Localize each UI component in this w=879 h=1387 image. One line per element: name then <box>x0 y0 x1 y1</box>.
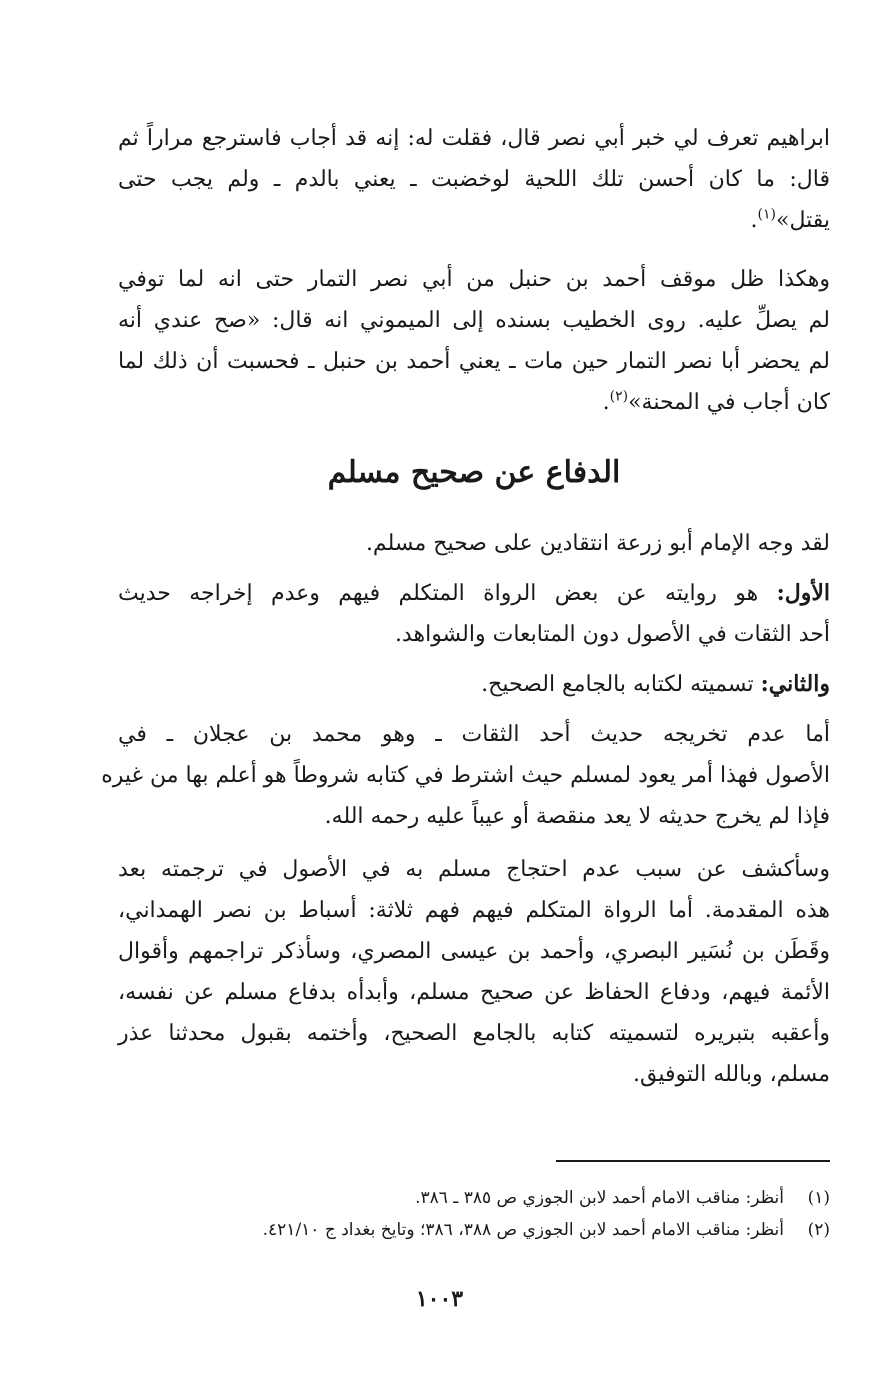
text-fragment: تسميته لكتابه بالجامع الصحيح. <box>481 672 754 697</box>
text-line: كان أجاب في المحنة»$^{(٢)}$. <box>602 388 830 415</box>
second-point-label: والثاني: <box>760 671 830 697</box>
text-line: أحد الثقات في الأصول دون المتابعات والشواهد. <box>394 622 830 647</box>
paragraph-2 <box>118 259 830 423</box>
paragraph-3 <box>118 523 830 564</box>
footnote-number: (٢) <box>807 1220 830 1240</box>
footnote-text: أنظر: مناقب الامام أحمد لابن الجوزي ص ٣٨٥ ـ ٣٨٦. <box>415 1188 784 1208</box>
text-line: يقتل»$^{(١)}$. <box>750 206 830 233</box>
footnote-number: (١) <box>807 1188 830 1208</box>
text-fragment: يقتل» <box>775 208 830 233</box>
text-line: ابراهيم تعرف لي خبر أبي نصر قال، فقلت له: إنه قد أجاب فاسترجع مراراً ثم <box>118 126 830 151</box>
text-line <box>118 573 830 614</box>
text-line: وسأكشف عن سبب عدم احتجاج مسلم به في الأصول في ترجمته بعد <box>118 857 830 882</box>
text-line: مسلم، وبالله التوفيق. <box>633 1062 830 1087</box>
paragraph-5 <box>118 664 830 705</box>
text-line: وأعقبه بتبريره لتسميته كتابه بالجامع الصحيح، وأختمه بقبول محدثنا عذر <box>118 1021 830 1046</box>
footnote-ref: (٢) <box>609 388 629 405</box>
first-point-label: الأول: <box>776 580 831 606</box>
text-fragment: كان أجاب في المحنة» <box>628 390 830 415</box>
page-number: ١٠٠٣ <box>415 1286 464 1312</box>
footnote-ref: (١) <box>757 206 776 223</box>
footnote-2 <box>118 1214 830 1246</box>
footnote-text: أنظر: مناقب الامام أحمد لابن الجوزي ص ٣٨٨، ٣٨٦؛ وتايخ بغداد ج ٤٢١/١٠. <box>262 1220 784 1240</box>
footnote-1 <box>118 1182 830 1214</box>
footnotes <box>118 1182 830 1246</box>
text-line <box>118 664 830 705</box>
text-fragment: هو روايته عن بعض الرواة المتكلم فيهم وعدم إخراجه حديث <box>118 581 759 606</box>
text-line: لم يحضر أبا نصر التمار حين مات ـ يعني أحمد بن حنبل ـ فحسبت أن ذلك لما <box>118 349 830 374</box>
text-line: وهكذا ظل موقف أحمد بن حنبل من أبي نصر التمار حتى انه لما توفي <box>118 267 830 292</box>
text-line: لم يصلِّ عليه. روى الخطيب بسنده إلى الميموني انه قال: «صح عندي أنه <box>118 308 830 333</box>
text-line: لقد وجه الإمام أبو زرعة انتقادين على صحيح مسلم. <box>365 531 830 556</box>
text-line: الأئمة فيهم، ودفاع الحفاظ عن صحيح مسلم، وأبدأه بدفاع مسلم عن نفسه، <box>118 980 830 1005</box>
text-line: قال: ما كان أحسن تلك اللحية لوخضبت ـ يعني بالدم ـ ولم يجب حتى <box>118 167 830 192</box>
page-body <box>101 118 831 1095</box>
paragraph-6 <box>101 714 830 837</box>
paragraph-7 <box>118 849 830 1095</box>
text-line: فإذا لم يخرج حديثه لا يعد منقصة أو عيباً عليه رحمه الله. <box>324 804 830 829</box>
paragraph-4 <box>118 573 830 655</box>
text-line: هذه المقدمة. أما الرواة المتكلم فيهم فهم ثلاثة: أسباط بن نصر الهمداني، <box>118 898 830 923</box>
paragraph-1 <box>118 118 830 241</box>
text-line: الأصول فهذا أمر يعود لمسلم حيث اشترط في كتابه شروطاً هو أعلم بها من غيره <box>101 763 830 788</box>
text-line: أما عدم تخريجه حديث أحد الثقات ـ وهو محمد بن عجلان ـ في <box>118 722 830 747</box>
footnote-divider <box>556 1160 830 1162</box>
text-line: وقَطَن بن نُسَير البصري، وأحمد بن عيسى المصري، وسأذكر تراجمهم وأقوال <box>118 939 830 964</box>
section-heading: الدفاع عن صحيح مسلم <box>327 455 621 490</box>
